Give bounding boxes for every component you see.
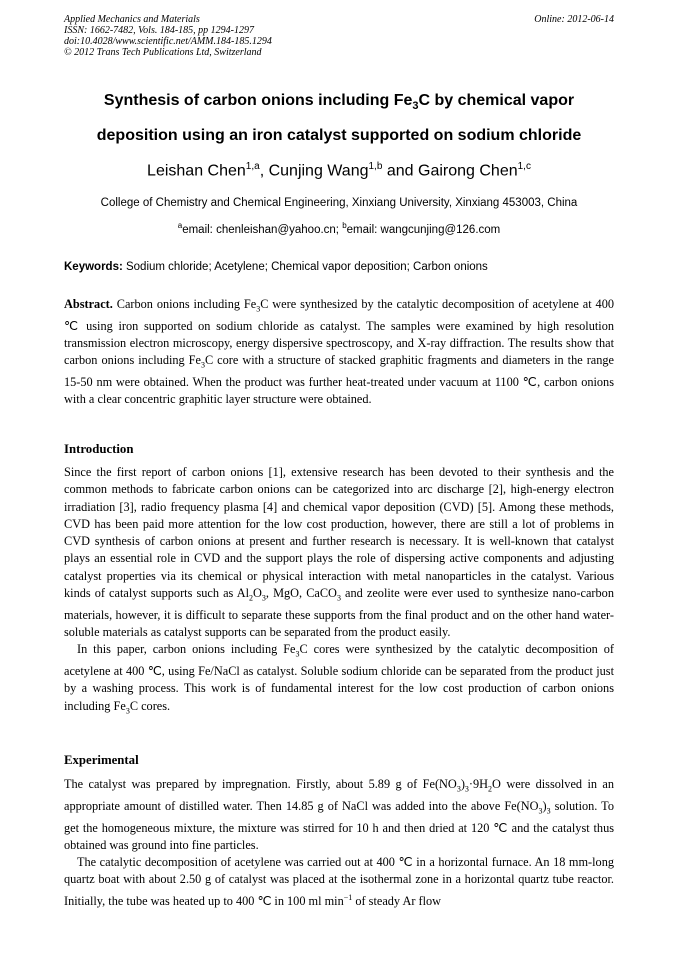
author-list: Leishan Chen$^{1,a}$, Cunjing Wang$^{1,b}$ and Gairong Chen$^{1,c}$ [147,161,531,180]
paper-title-line-1: Synthesis of carbon onions including $Fe_3C$ by chemical vapor [103,92,575,113]
paper-title-line-2: deposition using an iron catalyst supported on sodium chloride [96,127,582,144]
introduction-body [64,464,614,720]
copyright-line: © 2012 Trans Tech Publications Ltd, Switzerland [64,47,262,58]
doi-line: doi:10.4028/www.scientific.net/AMM.184-185.1294 [64,36,272,47]
journal-name: Applied Mechanics and Materials [64,14,200,25]
keywords-label: Keywords: [64,261,123,273]
experimental-body [64,776,614,910]
issn-line: ISSN: 1662-7482, Vols. 184-185, pp 1294-1297 [64,25,254,36]
author-emails: $^a$email: chenleishan@yahoo.cn; $^b$email: wangcunjing@126.com [177,221,501,236]
abstract-label: Abstract. [64,297,113,311]
abstract: Abstract. Carbon onions including $Fe_3C$ were synthesized by the catalytic decomposition of acetylene at 400 ℃ using iron supported on sodium chloride as catalyst. The samples were examined by high resolution transmission electron microscopy, energy dispersive spectroscopy, and X-ray diffraction. The results show that carbon onions including $Fe_3C$ core with a structure of stacked graphitic fragments and diameters in the range 15-50 nm were obtained. When the product was further heat-treated under vacuum at 1100 ℃, carbon onions with a clear concentric graphitic layer structure were obtained. [64,297,615,407]
experimental-heading: Experimental [64,753,139,767]
keywords: Keywords: Sodium chloride; Acetylene; Chemical vapor deposition; Carbon onions [64,261,488,273]
introduction-heading: Introduction [64,442,134,456]
introduction-paragraph-2: In this paper, carbon onions including $Fe_3C$ cores were synthesized by the catalytic decomposition of acetylene at 400 ℃, using Fe/NaCl as catalyst. Soluble sodium chloride can be separated from the product just by a washing process. This work is of fundamental interest for the low cost production of carbon onions including $Fe_3C$ cores. [64,642,614,716]
affiliation: College of Chemistry and Chemical Engineering, Xinxiang University, Xinxiang 453003, China [100,197,578,209]
experimental-paragraph-2: The catalytic decomposition of acetylene was carried out at 400 ℃ in a horizontal furnace. An 18 mm-long quartz boat with about 2.50 g of catalyst was placed at the isothermal zone in a horizontal quartz tube reactor. Initially, the tube was heated up to 400 ℃ in 100 ml $\min^{-1}$ of steady Ar flow [64,855,614,908]
experimental-paragraph-1: The catalyst was prepared by impregnation. Firstly, about 5.89 g of $Fe(NO_3)_3\cdot 9H_2O$ were dissolved in an appropriate amount of distilled water. Then 14.85 g of NaCl was added into the above $Fe(NO_3)_3$ solution. To get the homogeneous mixture, the mixture was stirred for 10 h and then dried at 120 ℃ and the catalyst thus obtained was ground into fine particles. [64,777,615,852]
journal-header [64,14,272,58]
introduction-paragraph-1: Since the first report of carbon onions [1], extensive research has been devoted to their synthesis and the common methods to fabricate carbon onions can be categorized into arc discharge [2], high-energy electron irradiation [3], radio frequency plasma [4] and chemical vapor deposition (CVD) [5]. Among these methods, CVD has been paid more attention for the low cost production, however, there are still a lot of problems in CVD synthesis of carbon onions at present and further research is necessary. It is well-known that catalyst plays an essential role in CVD and the support plays the role of dispersing active components and adjusting catalyst properties via its chemical or physical interaction with metal nanoparticles in the catalyst. Various kinds of catalyst supports such as $Al_2O_3$, MgO, CaCO$_3$ and zeolite were ever used to synthesize nano-carbon materials, however, it is difficult to separate these supports from the final product and on the other hand water-soluble materials as catalyst supports can be separated from the product easily. [64,465,614,640]
online-date: Online: 2012-06-14 [534,14,614,25]
